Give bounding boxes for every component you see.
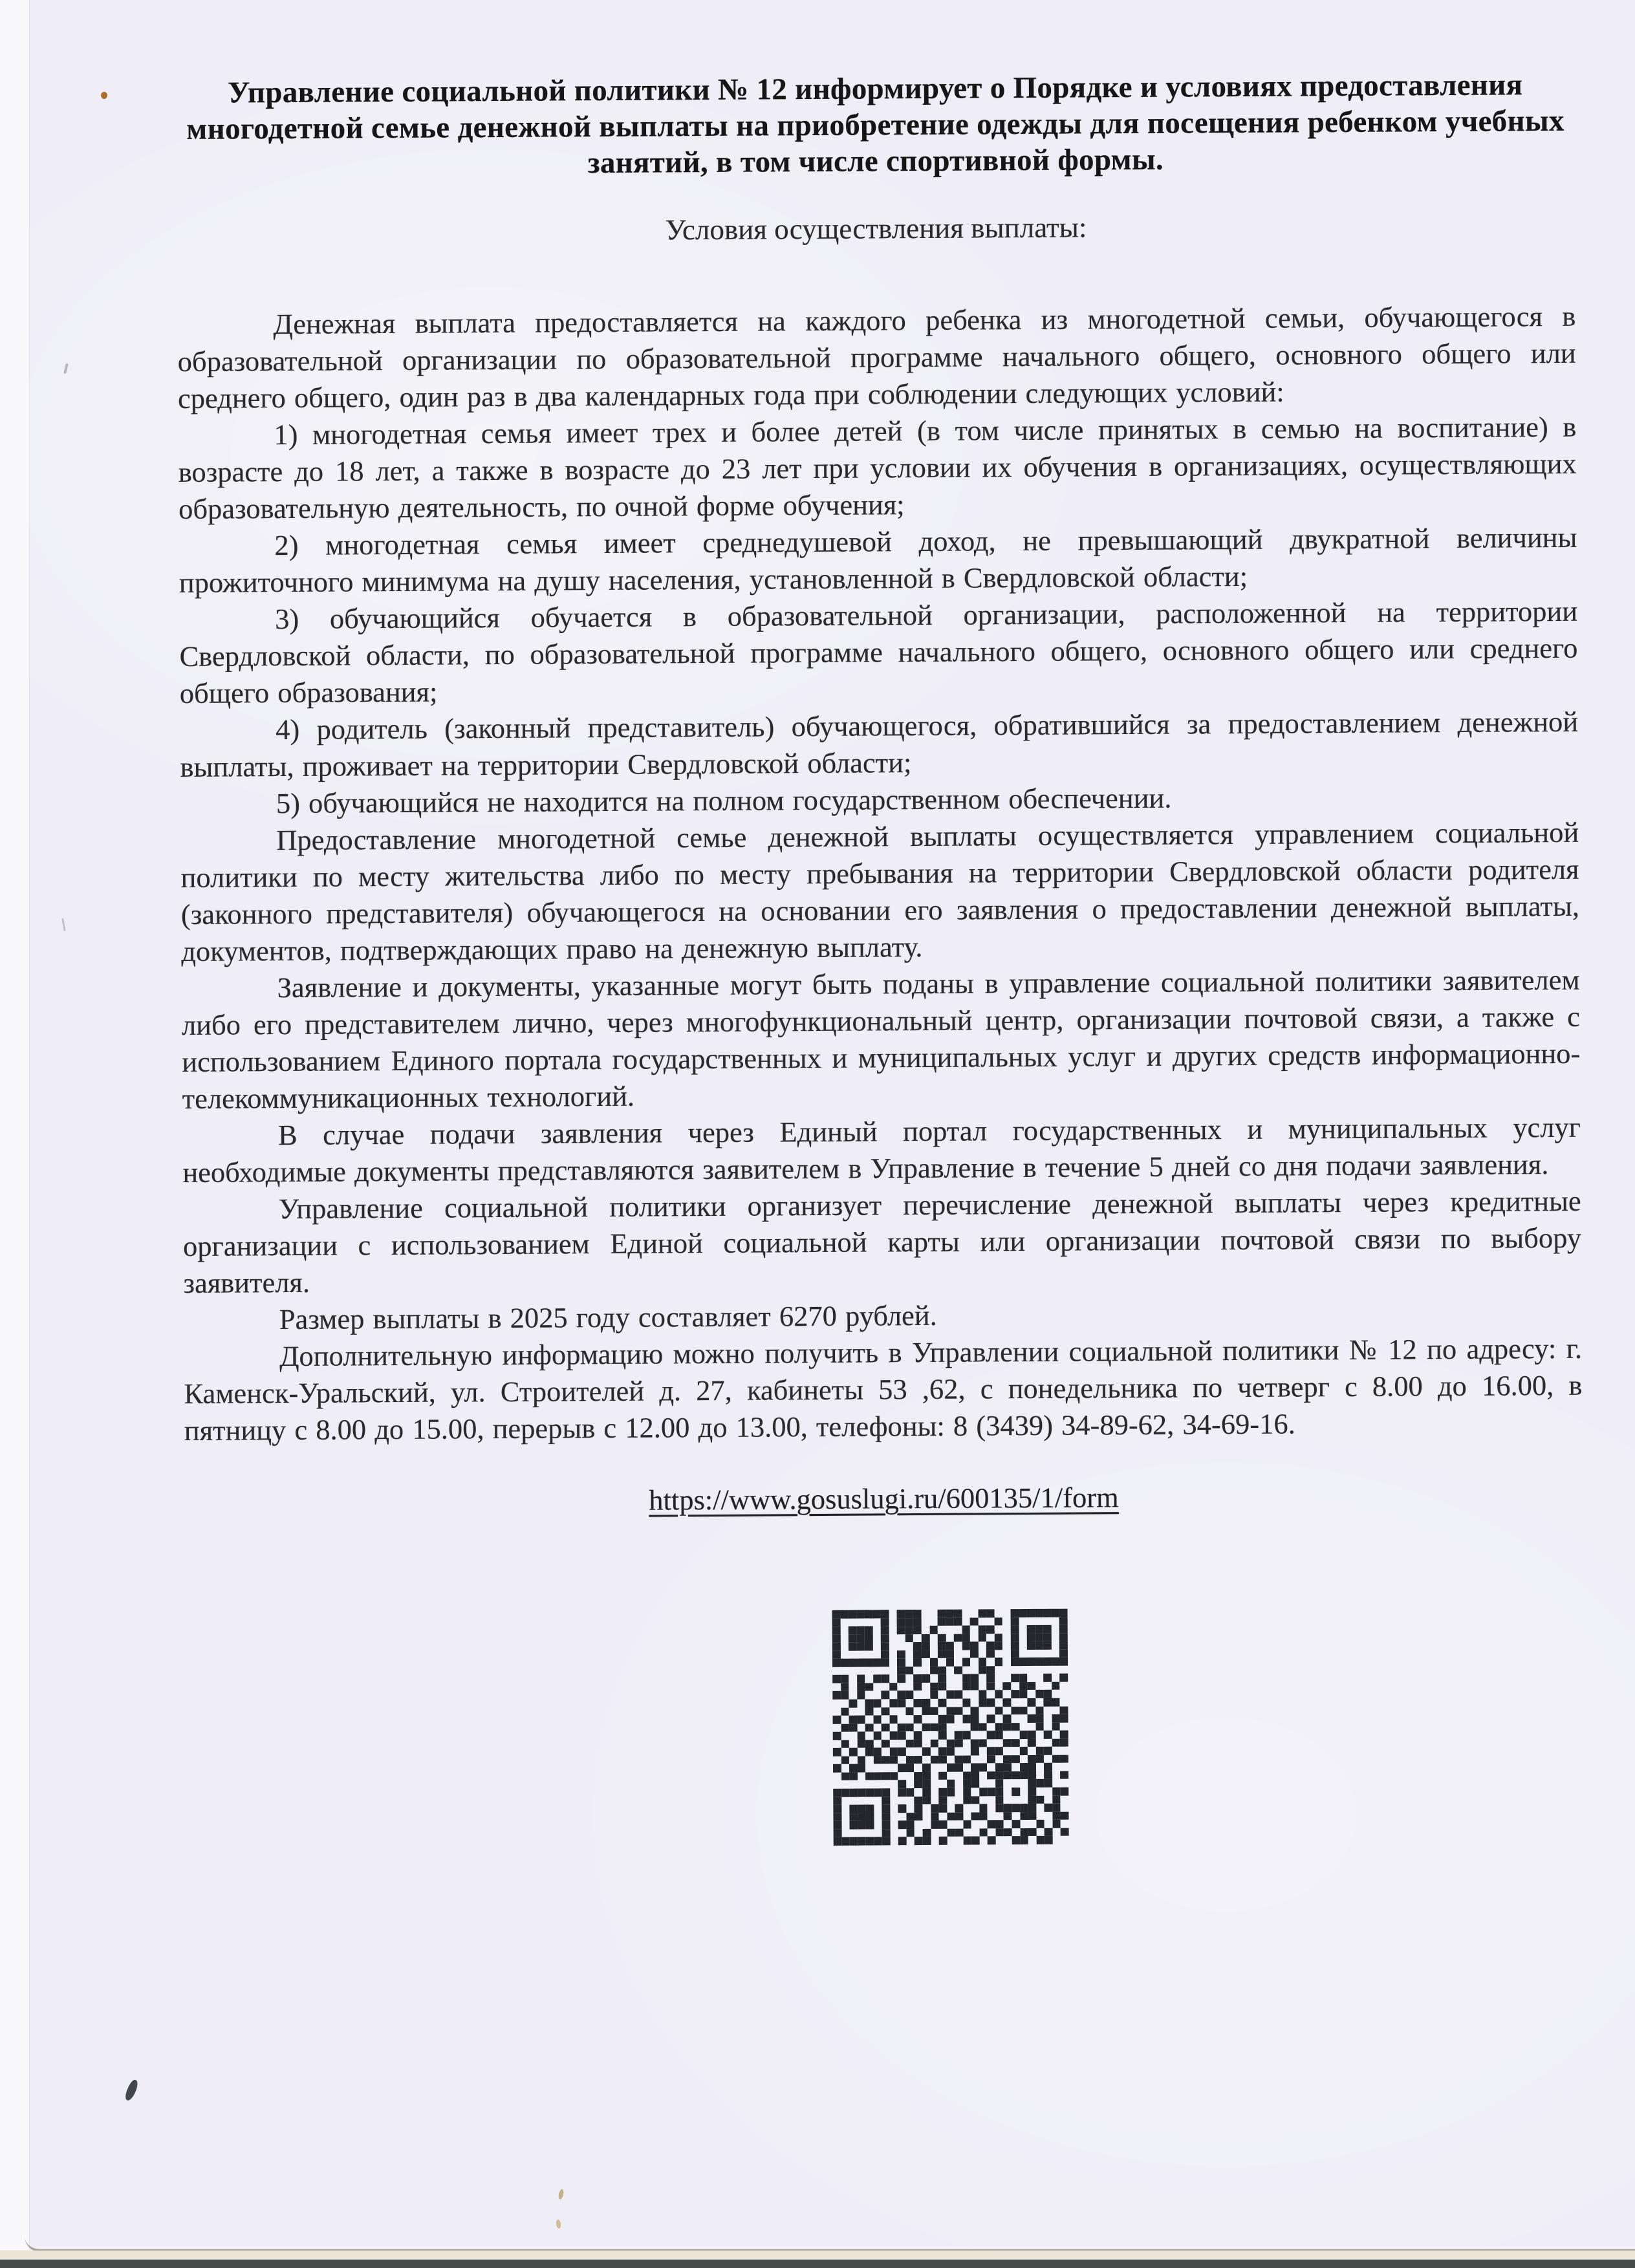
paragraph-amount: Размер выплаты в 2025 году составляет 6270 рублей. (279, 1299, 937, 1336)
paragraph-provision: Предоставление многодетной семье денежной выплаты осуществляется управлением социальной политики по месту жительства либо по месту пребывания на территории Свердловской области родителя (законного представителя) обучающегося на основании его заявления о предоставлении денежной выплаты, документов, подтверждающих право на денежную выплату. (180, 815, 1580, 967)
document-subtitle: Условия осуществления выплаты: (665, 211, 1087, 246)
scan-artifact (63, 363, 69, 374)
paragraph-portal: В случае подачи заявления через Единый портал государственных и муниципальных услуг необходимые документы представляются заявителем в Управление в течение 5 дней со дня подачи заявления. (182, 1110, 1581, 1189)
paper-bottom-edge (25, 2236, 1635, 2252)
scanner-bed-strip (0, 2251, 1635, 2260)
scan-artifact (61, 918, 65, 931)
qr-code (832, 1609, 1069, 1846)
paragraph-application: Заявление и документы, указанные могут быть поданы в управление социальной политики заявителем либо его представителем лично, через многофункциональный центр, организации почтовой связи, а также с использованием Единого портала государственных и муниципальных услуг и других средств информационно-телекоммуникационных технологий. (181, 963, 1581, 1115)
paragraph-condition-4: 4) родитель (законный представитель) обучающегося, обратившийся за предоставлением денежной выплаты, проживает на территории Свердловской области; (180, 705, 1579, 783)
scanner-edge-strip (0, 0, 30, 2250)
paper-speck (556, 2219, 561, 2229)
gosuslugi-link[interactable]: https://www.gosuslugi.ru/600135/1/form (649, 1481, 1119, 1517)
pencil-mark (124, 2079, 140, 2102)
paragraph-condition-2: 2) многодетная семья имеет среднедушевой доход, не превышающий двукратной величины прожиточного минимума на душу населения, установленной в Свердловской области; (179, 521, 1577, 599)
paragraph-transfer: Управление социальной политики организует перечисление денежной выплаты через кредитные организации с использованием Единой социальной карты или организации почтовой связи по выбору заявителя. (182, 1184, 1582, 1299)
paragraph-intro: Денежная выплата предоставляется на каждого ребенка из многодетной семьи, обучающегося в образовательной организации по образовательной программе начального общего, основного общего или среднего общего, один раз в два календарных года при соблюдении следующих условий: (177, 299, 1576, 415)
paragraph-condition-5: 5) обучающийся не находится на полном государственном обеспечении. (276, 781, 1172, 820)
document-content (176, 67, 1585, 1850)
link-row (184, 1478, 1583, 1520)
paragraph-condition-1: 1) многодетная семья имеет трех и более детей (в том числе принятых в семью на воспитание) в возрасте до 18 лет, а также в возрасте до 23 лет при условии их обучения в организациях, осуществляющих образовательную деятельность, по очной форме обучения; (178, 410, 1577, 525)
paragraph-condition-3: 3) обучающийся обучается в образовательной организации, расположенной на территории Свердловской области, по образовательной программе начального общего, основного общего или среднего общего образования; (179, 594, 1578, 709)
scanner-bed-shadow (0, 2260, 1635, 2268)
document-title: Управление социальной политики № 12 информирует о Порядке и условиях предоставления многодетной семье денежной выплаты на приобретение одежды для посещения ребенком учебных занятий, в том числе спортивной формы. (186, 68, 1565, 180)
paper-speck (101, 92, 107, 99)
paper-speck (558, 2188, 564, 2199)
paragraph-contact-info: Дополнительную информацию можно получить в Управлении социальной политики № 12 по адресу: г. Каменск-Уральский, ул. Строителей д. 27, кабинеты 53 ,62, с понедельника по четверг с 8.00 до 16.00, в пятницу с 8.00 до 15.00, перерыв с 12.00 до 13.00, телефоны: 8 (3439) 34-89-62, 34-69-16. (184, 1332, 1583, 1447)
